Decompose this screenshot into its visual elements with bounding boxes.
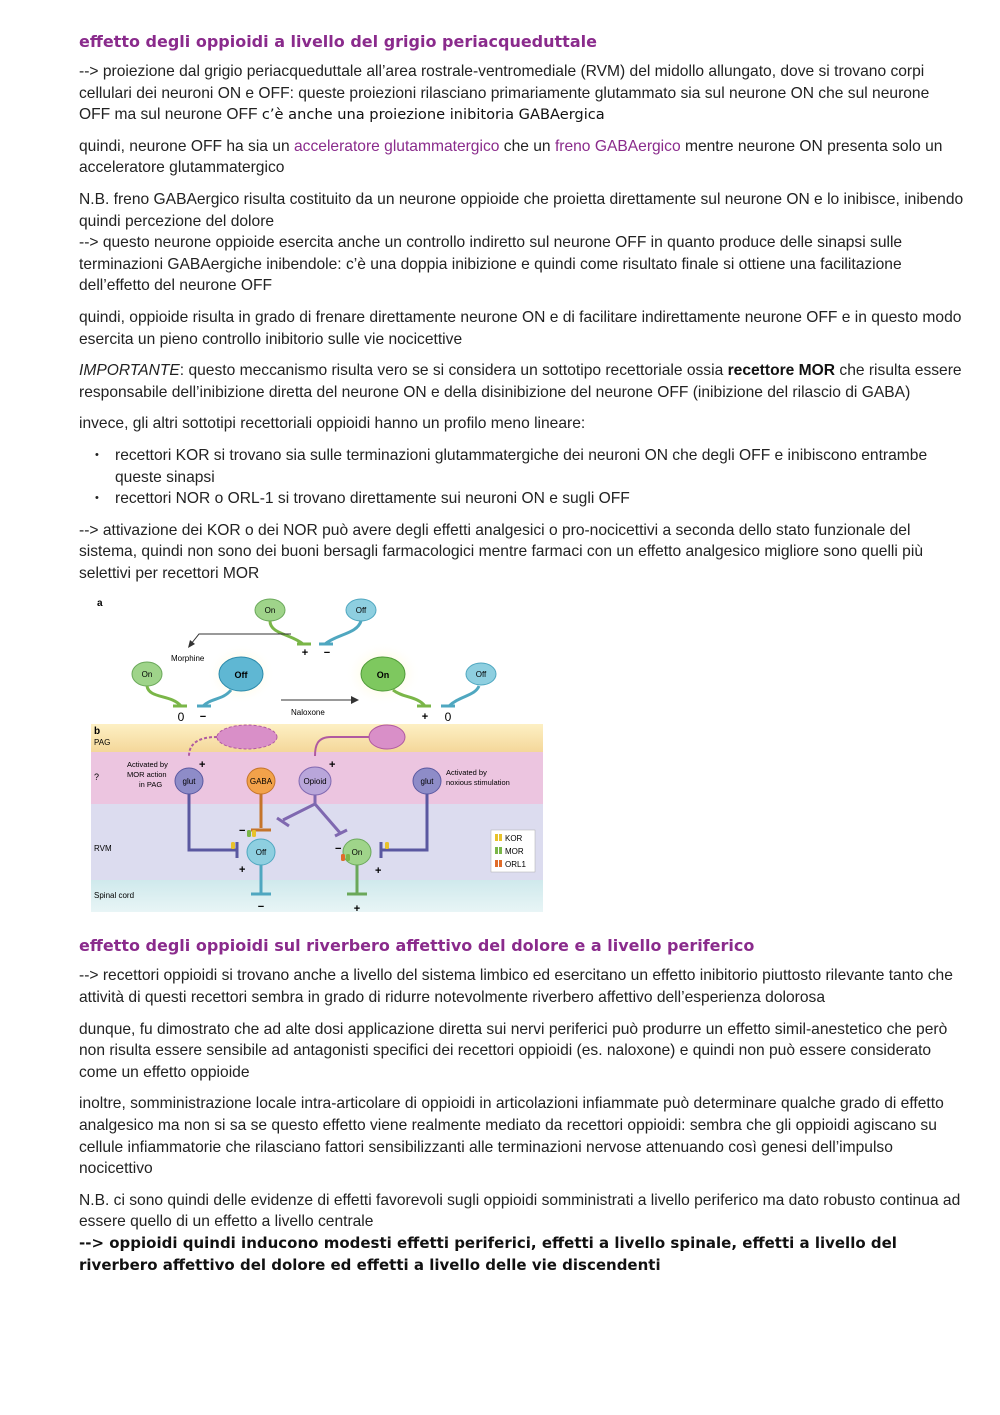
question-label: ? [94,772,100,783]
plus-sign: + [199,759,206,772]
on-axon [270,621,303,644]
annotation-text: MOR action [127,770,167,780]
on-label: On [376,670,390,681]
on-label: On [351,848,363,858]
pag-cell-dashed [217,725,277,749]
list-item: • recettori KOR si trovano sia sulle terminazioni glutammatergiche dei neuroni ON che degli OFF e inibiscono entrambe queste sinapsi [115,445,964,488]
plus-sign: + [353,903,361,916]
plus-sign: + [375,865,382,878]
off-axon [325,621,361,644]
on-label: On [264,606,276,616]
mor-swatch [499,847,502,854]
panel-b-label: b [94,726,101,738]
paragraph: N.B. freno GABAergico risulta costituito da un neurone oppioide che proietta direttamente sul neurone ON e lo inibisce, inibendo quindi percezione del dolore [79,190,964,230]
off-label: Off [234,670,248,681]
plus-sign: + [301,647,309,660]
minus-sign: − [323,647,331,660]
orl1-swatch [495,860,498,867]
list-item: • recettori NOR o ORL-1 si trovano direttamente sui neuroni ON e sugli OFF [115,488,964,510]
paragraph: dunque, fu dimostrato che ad alte dosi applicazione diretta sui nervi periferici può produrre un effetto simil-anestetico che però non risulta essere sensibile ad antagonisti specifici dei recettori oppioidi (es. naloxone) e quindi non può essere considerato come un effetto oppioide [79,1020,948,1081]
paragraph [79,136,964,179]
spinal-band [91,880,543,912]
paragraph: --> recettori oppioidi si trovano anche a livello del sistema limbico ed esercitano un effetto inibitorio piuttosto rilevante tanto che attività di questi recettori sembra in grado di ridurre notevolmente riverbero affettivo dell’esperienza dolorosa [79,967,953,1007]
paragraph [79,360,964,403]
conclusion-paragraph: --> oppioidi quindi inducono modesti effetti periferici, effetti a livello spinale, effetti a livello del riverbero affettivo del dolore ed effetti a livello delle vie discendenti [79,1234,897,1274]
off-label: Off [255,848,267,858]
mor-swatch [495,847,498,854]
off-label: Off [475,670,487,680]
opioid-circuit-figure [91,594,546,916]
paragraph: invece, gli altri sottotipi recettoriali oppioidi hanno un profilo meno lineare: [79,415,586,433]
paragraph-text: che un [503,137,551,155]
zero-sign: 0 [177,710,185,725]
paragraph: N.B. ci sono quindi delle evidenze di effetti favorevoli sugli oppioidi somministrati a livello periferico ma dato robusto continua ad essere quello di un effetto a livello centrale [79,1191,961,1231]
morphine-label: Morphine [171,654,205,664]
section-title: effetto degli oppioidi sul riverbero affettivo del dolore e a livello periferico [79,936,755,956]
plus-sign: + [421,711,429,724]
zero-sign: 0 [444,710,452,725]
italic-text: IMPORTANTE [79,362,180,380]
orl1-receptor [341,854,345,861]
emphasis-text: c’è anche una proiezione inibitoria GABAergica [261,106,605,124]
paragraph-text: --> proiezione dal grigio periacqueduttale all’area rostrale-ventromediale (RVM) del midollo allungato, dove si trovano corpi cellulari dei neuroni ON e OFF: queste proiezioni rilasciano primariamente glutammato sia sul neurone ON che sul neurone OFF ma sul neurone OFF [79,63,930,124]
pag-label: PAG [94,738,111,748]
annotation-text: in PAG [139,780,163,790]
minus-sign: − [335,843,342,856]
arrow-head [188,640,195,648]
paragraph: --> questo neurone oppioide esercita anche un controllo indiretto sul neurone OFF in quanto produce delle sinapsi sulle terminazioni GABAergiche inibendole: c’è una doppia inibizione e quindi come risultato finale si ottiene una facilitazione dell’effetto del neurone OFF [79,234,903,295]
morphine-arrow [191,634,291,644]
rvm-label: RVM [94,844,112,854]
paragraph-text: mentre neurone ON presenta solo un acceleratore glutammatergico [79,137,943,177]
off-axon [449,686,479,706]
mor-receptor [346,854,350,861]
highlight-text: acceleratore glutammatergico [294,137,500,155]
minus-sign: − [239,825,246,838]
document-page [79,28,964,1286]
spinal-label: Spinal cord [94,891,135,901]
kor-receptor [252,830,256,837]
minus-sign: − [199,711,207,724]
paragraph-text: che risulta essere responsabile dell’inibizione diretta del neurone ON e della disinibizione del neurone OFF (inibizione del rilascio di GABA) [79,362,962,401]
paragraph: --> attivazione dei KOR o dei NOR può avere degli effetti analgesici o pro-nocicettivi a seconda dello stato funzionale del sistema, quindi non sono dei buoni bersagli farmacologici mentre farmaci con un effetto analgesico migliore sono quelli più selettivi per recettori MOR [79,521,923,582]
annotation-text: Activated by [127,760,168,770]
kor-receptor [385,842,389,849]
bullet-list [79,445,964,510]
annotation-text: Activated by [446,768,487,778]
on-axon [147,686,181,706]
bold-text: recettore MOR [727,362,836,380]
plus-sign: + [329,759,336,772]
mor-receptor [247,830,251,837]
rvm-band [91,804,543,880]
paragraph: inoltre, somministrazione locale intra-articolare di oppioidi in articolazioni infiammate può determinare qualche grado di effetto analgesico ma non si sa se questo effetto viene realmente mediato da recettori oppioidi: sembra che gli oppioidi agiscano su cellule infiammatorie che rilasciano fattori sensibilizzanti alle terminazioni nervose attenuando così genesi dell’impulso nocicettivo [79,1095,944,1178]
paragraph-text: quindi, neurone OFF ha sia un [79,137,290,155]
paragraph [79,61,964,126]
naloxone-label: Naloxone [291,708,325,718]
annotation-text: noxious stimulation [446,778,510,788]
legend-mor: MOR [505,847,524,857]
legend-orl1: ORL1 [505,860,526,870]
glut-label: glut [420,777,434,787]
orl1-swatch [499,860,502,867]
gaba-label: GABA [249,777,273,787]
opioid-label: Opioid [303,777,327,787]
figure-svg [91,594,546,916]
off-label: Off [355,606,367,616]
pag-band [91,724,543,752]
paragraph: quindi, oppioide risulta in grado di frenare direttamente neurone ON e di facilitare indirettamente neurone OFF e in questo modo esercita un pieno controllo inibitorio sulle vie nocicettive [79,308,962,348]
plus-sign: + [239,864,246,877]
kor-swatch [495,834,498,841]
kor-receptor [231,842,235,849]
panel-a-label: a [97,598,103,610]
pag-cell [369,725,405,749]
on-label: On [141,670,153,680]
highlight-text: freno GABAergico [554,137,681,155]
section-title: effetto degli oppioidi a livello del grigio periacqueduttale [79,32,597,51]
minus-sign: − [257,901,265,914]
glut-label: glut [182,777,196,787]
legend-kor: KOR [505,834,523,844]
paragraph-text: : questo meccanismo risulta vero se si considera un sottotipo recettoriale ossia [179,362,724,380]
kor-swatch [499,834,502,841]
